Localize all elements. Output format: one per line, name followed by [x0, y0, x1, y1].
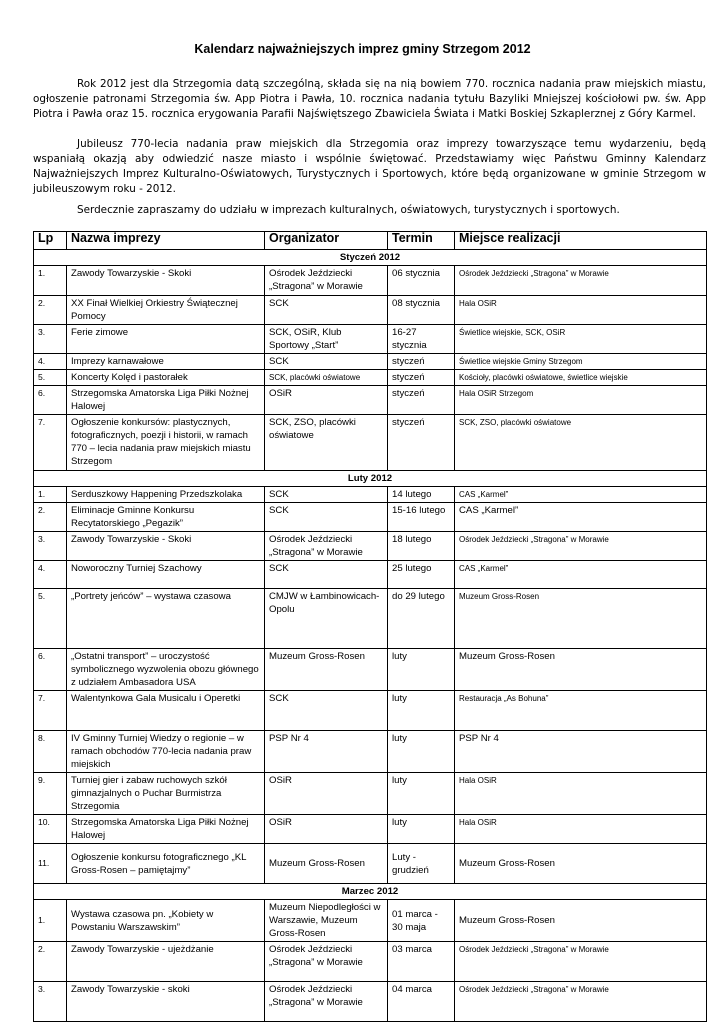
- cell-lp: 6.: [34, 649, 67, 691]
- month-heading: Luty 2012: [34, 471, 707, 487]
- cell-name: „Portrety jeńców” – wystawa czasowa: [67, 589, 265, 649]
- cell-place: Ośrodek Jeździecki „Stragona” w Morawie: [455, 982, 707, 1022]
- cell-place: Restauracja „As Bohuna”: [455, 691, 707, 731]
- table-row: [34, 386, 707, 415]
- cell-lp: 3.: [34, 325, 67, 354]
- cell-date: luty: [388, 691, 455, 731]
- cell-name: IV Gminny Turniej Wiedzy o regionie – w ramach obchodów 770-lecia nadania praw miejskich: [67, 731, 265, 773]
- cell-date: 01 marca - 30 maja: [388, 900, 455, 942]
- cell-date: styczeń: [388, 386, 455, 415]
- cell-name: Turniej gier i zabaw ruchowych szkół gimnazjalnych o Puchar Burmistrza Strzegomia: [67, 773, 265, 815]
- cell-place: Świetlice wiejskie Gminy Strzegom: [455, 354, 707, 370]
- cell-date: luty: [388, 815, 455, 844]
- cell-organizer: PSP Nr 4: [265, 731, 388, 773]
- cell-organizer: SCK, OSiR, Klub Sportowy „Start”: [265, 325, 388, 354]
- cell-place: Muzeum Gross-Rosen: [455, 900, 707, 942]
- cell-date: styczeń: [388, 415, 455, 471]
- table-row: [34, 649, 707, 691]
- cell-place: SCK, ZSO, placówki oświatowe: [455, 415, 707, 471]
- table-row: [34, 589, 707, 649]
- cell-organizer: OSiR: [265, 773, 388, 815]
- cell-name: Ogłoszenie konkursów: plastycznych, fotograficznych, poezji i historii, w ramach 770 – lecia nadania praw miejskich miastu Strzegom: [67, 415, 265, 471]
- table-row: [34, 354, 707, 370]
- cell-lp: 6.: [34, 386, 67, 415]
- cell-date: 04 marca: [388, 982, 455, 1022]
- cell-organizer: SCK, placówki oświatowe: [265, 370, 388, 386]
- cell-organizer: Ośrodek Jeździecki „Stragona” w Morawie: [265, 942, 388, 982]
- cell-organizer: SCK: [265, 561, 388, 589]
- table-row: [34, 266, 707, 296]
- cell-organizer: Muzeum Gross-Rosen: [265, 649, 388, 691]
- table-row: [34, 773, 707, 815]
- cell-name: Noworoczny Turniej Szachowy: [67, 561, 265, 589]
- header-lp: Lp: [34, 232, 67, 250]
- cell-date: styczeń: [388, 370, 455, 386]
- cell-organizer: Ośrodek Jeździecki „Stragona” w Morawie: [265, 532, 388, 561]
- cell-organizer: OSiR: [265, 815, 388, 844]
- cell-lp: 1.: [34, 266, 67, 296]
- cell-lp: 11.: [34, 844, 67, 884]
- intro-paragraph-3: Serdecznie zapraszamy do udziału w imprezach kulturalnych, oświatowych, turystycznych i sportowych.: [77, 204, 620, 216]
- cell-date: 25 lutego: [388, 561, 455, 589]
- cell-place: Hala OSiR: [455, 815, 707, 844]
- month-row: [34, 471, 707, 487]
- month-heading: Marzec 2012: [34, 884, 707, 900]
- header-date: Termin: [388, 232, 455, 250]
- cell-organizer: SCK: [265, 487, 388, 503]
- cell-organizer: SCK: [265, 354, 388, 370]
- cell-place: Ośrodek Jeździecki „Stragona” w Morawie: [455, 942, 707, 982]
- cell-place: Świetlice wiejskie, SCK, OSiR: [455, 325, 707, 354]
- cell-place: Muzeum Gross-Rosen: [455, 589, 707, 649]
- cell-place: Muzeum Gross-Rosen: [455, 649, 707, 691]
- table-row: [34, 731, 707, 773]
- month-heading: Styczeń 2012: [34, 250, 707, 266]
- cell-place: Ośrodek Jeździecki „Stragona” w Morawie: [455, 266, 707, 296]
- cell-organizer: SCK: [265, 503, 388, 532]
- cell-lp: 2.: [34, 296, 67, 325]
- cell-organizer: Muzeum Niepodległości w Warszawie, Muzeum Gross-Rosen: [265, 900, 388, 942]
- cell-organizer: SCK, ZSO, placówki oświatowe: [265, 415, 388, 471]
- cell-date: styczeń: [388, 354, 455, 370]
- cell-lp: 2.: [34, 503, 67, 532]
- cell-date: luty: [388, 731, 455, 773]
- cell-organizer: Ośrodek Jeździecki „Stragona” w Morawie: [265, 982, 388, 1022]
- events-table: [33, 231, 707, 1022]
- table-row: [34, 487, 707, 503]
- cell-place: CAS „Karmel”: [455, 487, 707, 503]
- cell-place: Hala OSiR Strzegom: [455, 386, 707, 415]
- table-row: [34, 503, 707, 532]
- cell-date: Luty - grudzień: [388, 844, 455, 884]
- cell-lp: 8.: [34, 731, 67, 773]
- cell-organizer: Ośrodek Jeździecki „Stragona” w Morawie: [265, 266, 388, 296]
- cell-lp: 5.: [34, 589, 67, 649]
- cell-lp: 4.: [34, 354, 67, 370]
- cell-place: Kościoły, placówki oświatowe, świetlice wiejskie: [455, 370, 707, 386]
- cell-lp: 3.: [34, 982, 67, 1022]
- intro-paragraph-2: Jubileusz 770-lecia nadania praw miejskich dla Strzegomia oraz imprezy towarzyszące temu wydarzeniu, będą wspaniałą okazją aby odwiedzić nasze miasto i wspólnie świętować. Przedstawiamy więc Państwu Gminny Kalendarz Najważniejszych Imprez Kulturalno-Oświatowych, Turystycznych i Sportowych, które będą organizowane w gminie Strzegom w jubileuszowym roku - 2012.: [33, 138, 706, 195]
- cell-name: Zawody Towarzyskie - Skoki: [67, 532, 265, 561]
- cell-place: Hala OSiR: [455, 296, 707, 325]
- header-place: Miejsce realizacji: [455, 232, 707, 250]
- cell-name: Imprezy karnawałowe: [67, 354, 265, 370]
- cell-place: PSP Nr 4: [455, 731, 707, 773]
- cell-lp: 1.: [34, 900, 67, 942]
- header-name: Nazwa imprezy: [67, 232, 265, 250]
- table-header-row: [34, 232, 707, 250]
- cell-name: Serduszkowy Happening Przedszkolaka: [67, 487, 265, 503]
- table-row: [34, 844, 707, 884]
- cell-lp: 5.: [34, 370, 67, 386]
- cell-date: 06 stycznia: [388, 266, 455, 296]
- cell-name: XX Finał Wielkiej Orkiestry Świątecznej Pomocy: [67, 296, 265, 325]
- table-row: [34, 325, 707, 354]
- cell-lp: 10.: [34, 815, 67, 844]
- month-row: [34, 250, 707, 266]
- cell-organizer: Muzeum Gross-Rosen: [265, 844, 388, 884]
- cell-lp: 1.: [34, 487, 67, 503]
- cell-name: Ferie zimowe: [67, 325, 265, 354]
- cell-organizer: OSiR: [265, 386, 388, 415]
- cell-date: 03 marca: [388, 942, 455, 982]
- table-row: [34, 532, 707, 561]
- document-title: Kalendarz najważniejszych imprez gminy Strzegom 2012: [194, 42, 531, 56]
- cell-name: Zawody Towarzyskie - ujeżdżanie: [67, 942, 265, 982]
- table-row: [34, 415, 707, 471]
- table-row: [34, 900, 707, 942]
- cell-lp: 9.: [34, 773, 67, 815]
- table-row: [34, 942, 707, 982]
- cell-date: 15-16 lutego: [388, 503, 455, 532]
- cell-lp: 7.: [34, 415, 67, 471]
- header-organizer: Organizator: [265, 232, 388, 250]
- cell-organizer: CMJW w Łambinowicach-Opolu: [265, 589, 388, 649]
- cell-date: 16-27 stycznia: [388, 325, 455, 354]
- cell-name: Zawody Towarzyskie - skoki: [67, 982, 265, 1022]
- intro-paragraph-1: Rok 2012 jest dla Strzegomia datą szczególną, składa się na nią bowiem 770. rocznica nadania praw miejskich miastu, ogłoszenie patronami Strzegomia św. App Piotra i Pawła, 10. rocznica nadania tytułu Bazyliki Mniejszej kościołowi pw. św. App Piotra i Pawła oraz 15. rocznica erygowania Parafii Najświętszego Zbawiciela Świata i Matki Boskiej Szkaplerznej z Góry Karmel.: [33, 78, 706, 120]
- month-row: [34, 884, 707, 900]
- cell-name: Wystawa czasowa pn. „Kobiety w Powstaniu Warszawskim”: [67, 900, 265, 942]
- cell-lp: 7.: [34, 691, 67, 731]
- cell-date: 14 lutego: [388, 487, 455, 503]
- cell-lp: 2.: [34, 942, 67, 982]
- cell-date: do 29 lutego: [388, 589, 455, 649]
- cell-place: CAS „Karmel”: [455, 503, 707, 532]
- cell-name: Koncerty Kolęd i pastorałek: [67, 370, 265, 386]
- cell-place: Hala OSiR: [455, 773, 707, 815]
- cell-place: CAS „Karmel”: [455, 561, 707, 589]
- table-row: [34, 982, 707, 1022]
- cell-name: Ogłoszenie konkursu fotograficznego „KL Gross-Rosen – pamiętajmy”: [67, 844, 265, 884]
- cell-date: 18 lutego: [388, 532, 455, 561]
- cell-name: Strzegomska Amatorska Liga Piłki Nożnej Halowej: [67, 386, 265, 415]
- cell-name: Eliminacje Gminne Konkursu Recytatorskiego „Pegazik”: [67, 503, 265, 532]
- cell-name: Zawody Towarzyskie - Skoki: [67, 266, 265, 296]
- cell-date: luty: [388, 649, 455, 691]
- cell-name: „Ostatni transport” – uroczystość symbolicznego wyzwolenia obozu głównego z udziałem Ambasadora USA: [67, 649, 265, 691]
- table-row: [34, 370, 707, 386]
- table-row: [34, 296, 707, 325]
- cell-name: Strzegomska Amatorska Liga Piłki Nożnej Halowej: [67, 815, 265, 844]
- cell-organizer: SCK: [265, 296, 388, 325]
- cell-place: Ośrodek Jeździecki „Stragona” w Morawie: [455, 532, 707, 561]
- cell-name: Walentynkowa Gala Musicalu i Operetki: [67, 691, 265, 731]
- table-row: [34, 815, 707, 844]
- table-row: [34, 691, 707, 731]
- cell-organizer: SCK: [265, 691, 388, 731]
- cell-date: 08 stycznia: [388, 296, 455, 325]
- table-row: [34, 561, 707, 589]
- cell-place: Muzeum Gross-Rosen: [455, 844, 707, 884]
- cell-lp: 3.: [34, 532, 67, 561]
- cell-lp: 4.: [34, 561, 67, 589]
- cell-date: luty: [388, 773, 455, 815]
